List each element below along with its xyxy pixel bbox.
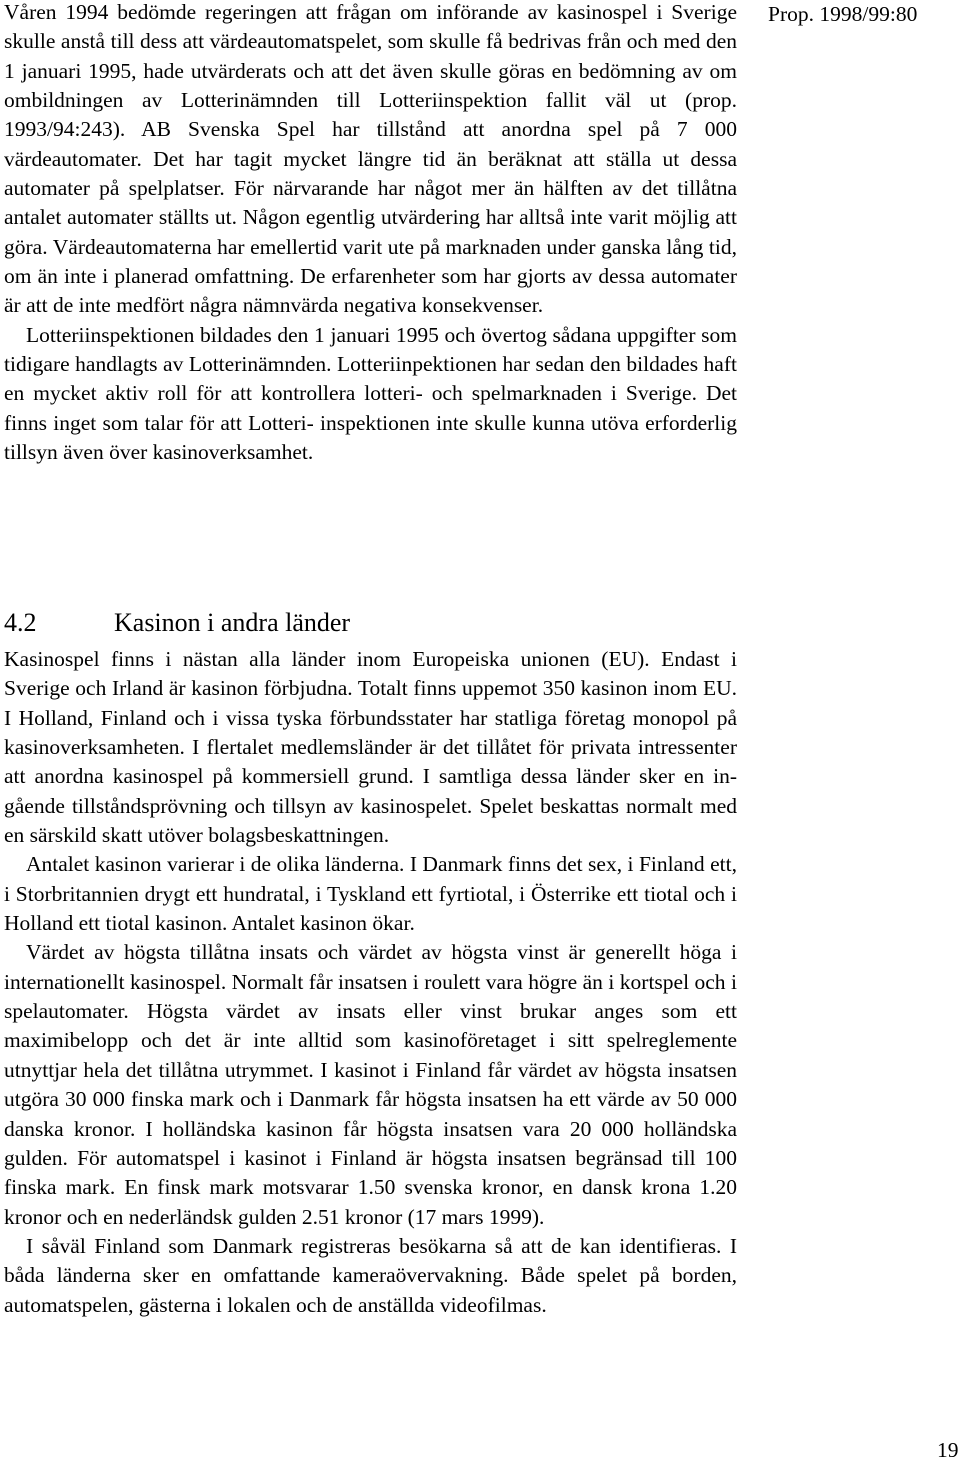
- section-text-block: [4, 645, 737, 1320]
- paragraph: Antalet kasinon varierar i de olika länderna. I Danmark finns det sex, i Finland ett, i Storbritannien drygt ett hundratal, i Tyskland ett fyrtiotal, i Österrike ett tiotal och i Holland ett tiotal kasinon. Antalet kasinon ökar.: [4, 852, 737, 936]
- paragraph: Kasinospel finns i nästan alla länder inom Europeiska unionen (EU). Endast i Sverige och Irland är kasinon förbjudna. Totalt finns uppemot 350 kasinon inom EU. I Holland, Finland och i vissa tyska förbundsstater har statliga företag monopol på kasinoverksamheten. I flertalet medlemsländer är det tillåtet för privata intressenter att anordna kasinospel på kommersiell grund. I samtliga dessa länder sker en in- gående tillståndsprövning och tillsyn av kasinospelet. Spelet beskattas normalt med en särskild skatt utöver bolagsbeskattningen.: [4, 647, 737, 848]
- section-heading: [4, 605, 350, 641]
- page-number: 19: [937, 1438, 959, 1462]
- paragraph: Lotteriinspektionen bildades den 1 januari 1995 och övertog sådana uppgifter som tidigare handlagts av Lotterinämnden. Lotteriinpektionen har sedan den bildades haft en mycket aktiv roll för att kontrollera lotteri- och spelmarknaden i Sverige. Det finns inget som talar för att Lotteri- inspektionen inte skulle kunna utöva erforderlig tillsyn även över kasinoverksamhet.: [4, 322, 737, 465]
- paragraph: I såväl Finland som Danmark registreras besökarna så att de kan identifieras. I båda länderna sker en omfattande kameraövervakning. Både spelet på borden, automatspelen, gästerna i lokalen och de anställda videofilmas.: [4, 1233, 737, 1317]
- section-number: 4.2: [4, 608, 37, 637]
- intro-text-block: [4, 0, 737, 468]
- document-reference: Prop. 1998/99:80: [768, 2, 918, 26]
- paragraph: Våren 1994 bedömde regeringen att frågan om införande av kasinospel i Sverige skulle anstå till dess att värdeautomatspelet, som skulle få bedrivas från och med den 1 januari 1995, hade utvärderats och att det även skulle göras en bedömning av om ombildningen av Lotterinämnden till Lotteriinspektion fallit väl ut (prop. 1993/94:243). AB Svenska Spel har tillstånd att anordna spel på 7 000 värdeautomater. Det har tagit mycket längre tid än beräknat att ställa ut dessa automater på spelplatser. För närvarande har något mer än hälften av det tillåtna antalet automater ställts ut. Någon egentlig utvärdering har alltså inte varit möjlig att göra. Värdeautomaterna har emellertid varit ute på marknaden under ganska lång tid, om än inte i planerad omfattning. De erfarenheter som har gjorts av dessa automater är att de inte medfört några nämnvärda negativa konsekvenser.: [4, 0, 737, 318]
- paragraph: Värdet av högsta tillåtna insats och värdet av högsta vinst är generellt höga i internationellt kasinospel. Normalt får insatsen i roulett vara högre än i kortspel och i spelautomater. Högsta värdet av insats eller vinst brukar anges som ett maximibelopp och det är inte alltid som kasinoföretaget i sitt spelreglemente utnyttjar hela det tillåtna utrymmet. I kasinot i Finland får värdet av högsta insatsen utgöra 30 000 finska mark och i Danmark får högsta insatsen ha ett värde av 50 000 danska kronor. I holländska kasinon får högsta insatsen vara 20 000 holländska gulden. För automatspel i kasinot i Finland är högsta insatsen begränsad till 100 finska mark. En finsk mark motsvarar 1.50 svenska kronor, en dansk krona 1.20 kronor och en nederländsk gulden 2.51 kronor (17 mars 1999).: [4, 940, 737, 1229]
- section-title: Kasinon i andra länder: [114, 608, 351, 637]
